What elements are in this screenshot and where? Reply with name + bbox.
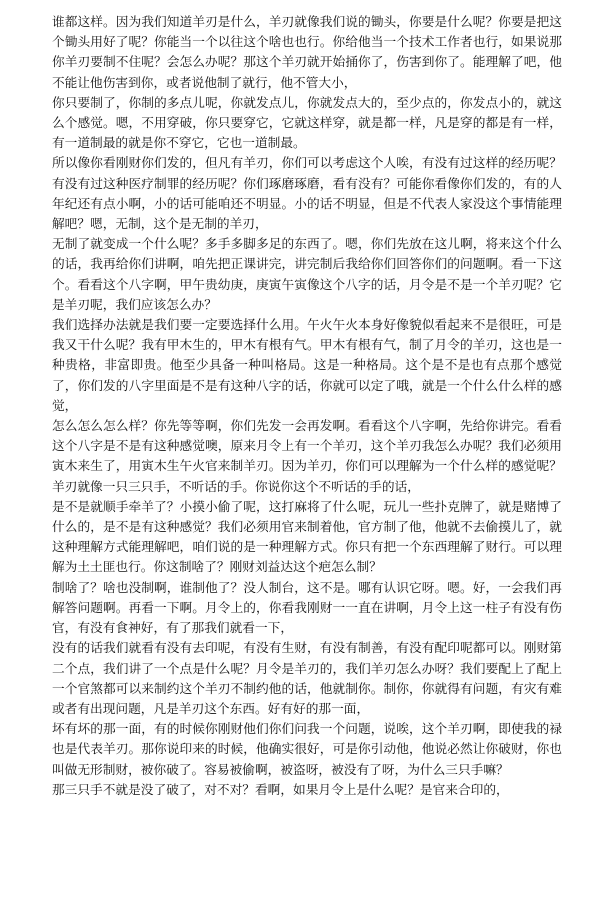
paragraph-3: 所以像你看刚财你们发的，但凡有羊刃，你们可以考虑这个人唉，有没有过这样的经历呢？有没有过这种医疗制罪的经历呢？你们琢磨琢磨，看有没有？可能你看像你们发的，有的人年纪还有点小啊，小的话可能咱还不明显。小的话不明显，但是不代表人家没这个事情能理解吧？嗯，无制，这个是无制的羊刃， <box>52 155 562 232</box>
paragraph-1: 谁都这样。因为我们知道羊刃是什么，羊刃就像我们说的锄头，你要是什么呢？你要是把这个锄头用好了呢？你能当一个以往这个啥也也行。你给他当一个技术工作者也行，如果说那你羊刃要制不住呢？会怎么办呢？那这个羊刃就开始捅你了，伤害到你了。能理解了吧，他不能让他伤害到你，或者说他制了就行，他不管大小， <box>52 14 562 90</box>
paragraph-5: 我们选择办法就是我们要一定要选择什么用。午火午火本身好像貌似看起来不是很旺，可是我又干什么呢？我有甲木生的，甲木有根有气。甲木有根有气，制了月令的羊刃，这也是一种贵格，非富即贵。他至少具备一种叫格局。这是一种格局。这个是不是也有点那个感觉了，你们发的八字里面是不是有这种八字的话，你就可以定了哦，就是一个什么什么样的感觉， <box>52 317 562 413</box>
paragraph-8: 制啥了？啥也没制啊，谁制他了？没人制台，这不是。哪有认识它呀。嗯。好，一会我们再解答问题啊。再看一下啊。月令上的，你看我刚财一一直在讲啊，月令上这一柱子有没有伤官，有没有食神好，有了那我们就看一下， <box>52 579 562 636</box>
paragraph-7: 是不是就顺手牵羊了？小摸小偷了呢，这打麻将了什么呢，玩儿一些扑克牌了，就是赌博了什么的，是不是有这种感觉？我们必须用官来制着他，官方制了他，他就不去偷摸儿了，就这种理解方式能理解吧，咱们说的是一种理解方式。你只有把一个东西理解了财行。可以理解为土土匪也行。你这制啥了？刚财刘益达这个疤怎么制？ <box>52 498 562 575</box>
paragraph-11: 那三只手不就是没了破了，对不对？看啊，如果月令上是什么呢？是官来合印的， <box>52 781 509 797</box>
document-page <box>52 12 562 800</box>
paragraph-9: 没有的话我们就看有没有去印呢，有没有生财，有没有制善，有没有配印呢都可以。刚财第二个点，我们讲了一个点是什么呢？月令是羊刃的，我们羊刃怎么办呀？我们要配上了配上一个官煞都可以来制约这个羊刃不制约他的话，他就制你。制你，你就得有问题，有灾有难或者有出现问题，凡是羊刃这个东西。好有好的那一面， <box>52 640 562 716</box>
paragraph-6: 怎么怎么怎么样？你先等等啊，你们先发一会再发啊。看看这个八字啊，先给你讲完。看看这个八字是不是有这种感觉噢，原来月令上有一个羊刃，这个羊刃我怎么办呢？我们必须用寅木来生了，用寅木生午火官来制羊刃。因为羊刃，你们可以理解为一个什么样的感觉呢？羊刃就像一只三只手，不听话的手。你说你这个不听话的手的话， <box>52 418 562 494</box>
paragraph-10: 坏有坏的那一面，有的时候你刚财他们你们问我一个问题，说唉，这个羊刃啊，即使我的禄也是代表羊刃。那你说印来的时候，他确实很好，可是你引动他，他说必然让你破财，你也叫做无形制财，被你破了。容易被偷啊，被盗呀，被没有了呀，为什么三只手嘛？ <box>52 721 562 777</box>
paragraph-2: 你只要制了，你制的多点儿呢，你就发点儿，你就发点大的，至少点的，你发点小的，就这么个感觉。嗯，不用穿破，你只要穿它，它就这样穿，就是都一样，凡是穿的都是有一样，有一道制最的就是你不穿它，它也一道制最。 <box>52 94 562 151</box>
paragraph-4: 无制了就变成一个什么呢？多手多脚多足的东西了。嗯，你们先放在这儿啊，将来这个什么的话，我再给你们讲啊，咱先把正课讲完，讲完制后我给你们回答你们的问题啊。看一下这个。看看这个八字啊，甲午贵幼庚，庚寅午寅像这个八字的话，月令是不是一个羊刃呢？它是羊刃呢，我们应该怎么办？ <box>52 236 562 312</box>
